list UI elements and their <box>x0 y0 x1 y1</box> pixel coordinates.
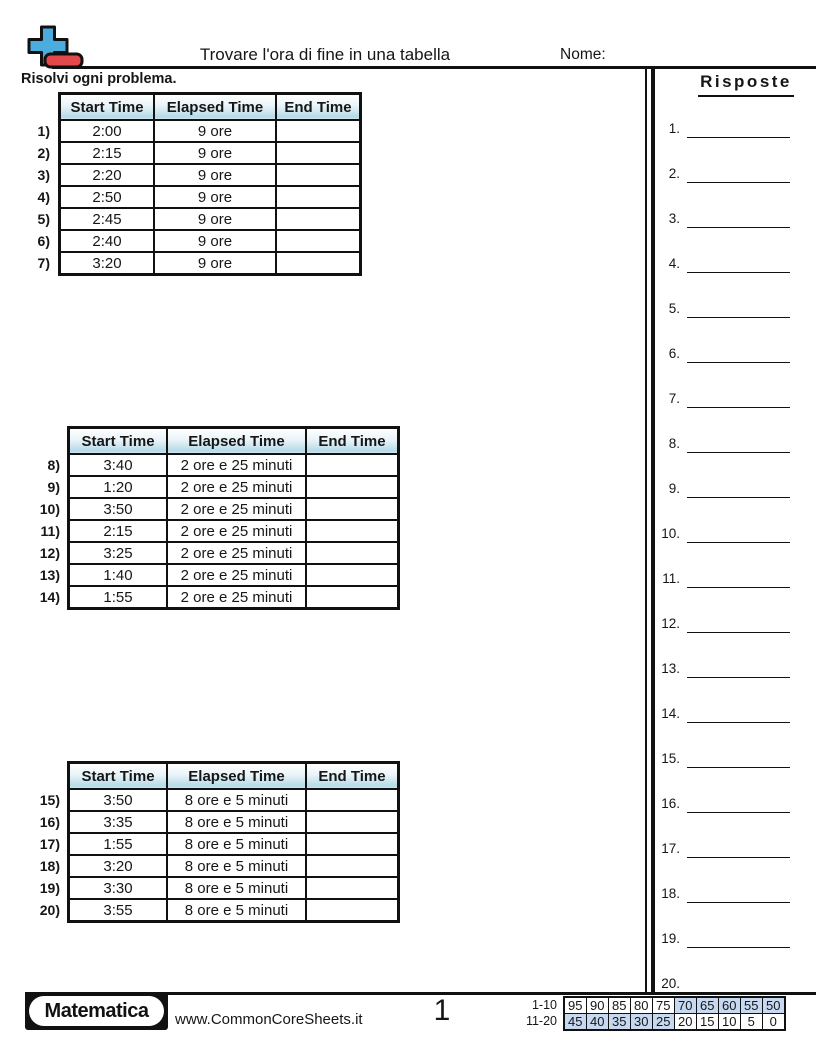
answer-number: 15. <box>661 751 680 766</box>
problem-number: 6) <box>37 233 50 249</box>
problems-table-1 <box>58 92 362 276</box>
answer-item <box>656 678 796 723</box>
answers-divider-rule <box>645 69 655 992</box>
answer-item <box>656 183 796 228</box>
answer-number: 10. <box>661 526 680 541</box>
score-cell: 85 <box>609 998 630 1013</box>
end-time-blank[interactable] <box>307 565 397 585</box>
column-header-elapsed-time: Elapsed Time <box>155 95 275 119</box>
problem-number: 16) <box>39 814 60 830</box>
end-time-blank[interactable] <box>307 499 397 519</box>
end-time-blank[interactable] <box>277 143 359 163</box>
elapsed-time-cell: 8 ore e 5 minuti <box>168 856 305 876</box>
problem-number: 17) <box>39 836 60 852</box>
column-header-end-time: End Time <box>277 95 359 119</box>
column-header-start-time: Start Time <box>61 95 153 119</box>
problem-number: 20) <box>39 902 60 918</box>
answer-item <box>656 813 796 858</box>
end-time-blank[interactable] <box>307 455 397 475</box>
problem-number: 2) <box>37 145 50 161</box>
column-header-elapsed-time: Elapsed Time <box>168 429 305 453</box>
start-time-cell: 3:40 <box>70 455 166 475</box>
end-time-blank[interactable] <box>277 187 359 207</box>
problem-number: 18) <box>39 858 60 874</box>
problem-number: 10) <box>39 501 60 517</box>
elapsed-time-cell: 2 ore e 25 minuti <box>168 587 305 607</box>
elapsed-time-cell: 8 ore e 5 minuti <box>168 834 305 854</box>
column-header-end-time: End Time <box>307 764 397 788</box>
elapsed-time-cell: 9 ore <box>155 121 275 141</box>
answer-number: 17. <box>661 841 680 856</box>
elapsed-time-cell: 9 ore <box>155 253 275 273</box>
end-time-blank[interactable] <box>307 790 397 810</box>
column-header-elapsed-time: Elapsed Time <box>168 764 305 788</box>
answer-item <box>656 453 796 498</box>
problem-numbers-table-2 <box>20 455 60 609</box>
column-header-start-time: Start Time <box>70 764 166 788</box>
answer-number: 3. <box>668 211 680 226</box>
name-label: Nome: <box>560 46 606 63</box>
problem-number: 15) <box>39 792 60 808</box>
score-cell: 20 <box>675 1014 696 1029</box>
elapsed-time-cell: 8 ore e 5 minuti <box>168 790 305 810</box>
score-cell: 65 <box>697 998 718 1013</box>
score-cell: 15 <box>697 1014 718 1029</box>
score-cell: 55 <box>741 998 762 1013</box>
answer-number: 4. <box>668 256 680 271</box>
answer-item <box>656 948 796 993</box>
answer-item <box>656 138 796 183</box>
end-time-blank[interactable] <box>307 878 397 898</box>
elapsed-time-cell: 9 ore <box>155 143 275 163</box>
answer-number: 11. <box>662 571 680 586</box>
elapsed-time-cell: 2 ore e 25 minuti <box>168 477 305 497</box>
elapsed-time-cell: 9 ore <box>155 209 275 229</box>
score-cell: 95 <box>565 998 586 1013</box>
start-time-cell: 2:50 <box>61 187 153 207</box>
score-cell: 70 <box>675 998 696 1013</box>
answer-item <box>656 318 796 363</box>
start-time-cell: 3:20 <box>61 253 153 273</box>
score-cell: 60 <box>719 998 740 1013</box>
elapsed-time-cell: 2 ore e 25 minuti <box>168 565 305 585</box>
answer-number: 14. <box>661 706 680 721</box>
problem-number: 4) <box>37 189 50 205</box>
problem-number: 7) <box>37 255 50 271</box>
end-time-blank[interactable] <box>307 856 397 876</box>
end-time-blank[interactable] <box>307 900 397 920</box>
end-time-blank[interactable] <box>307 834 397 854</box>
end-time-blank[interactable] <box>277 165 359 185</box>
elapsed-time-cell: 9 ore <box>155 165 275 185</box>
start-time-cell: 3:50 <box>70 499 166 519</box>
answer-number: 6. <box>668 346 680 361</box>
page-number: 1 <box>433 994 451 1027</box>
score-cell: 40 <box>587 1014 608 1029</box>
score-cell: 5 <box>741 1014 762 1029</box>
answer-item <box>656 858 796 903</box>
answer-number: 16. <box>661 796 680 811</box>
start-time-cell: 2:40 <box>61 231 153 251</box>
score-cell: 10 <box>719 1014 740 1029</box>
answer-item <box>656 408 796 453</box>
start-time-cell: 2:15 <box>61 143 153 163</box>
elapsed-time-cell: 9 ore <box>155 231 275 251</box>
problem-number: 12) <box>39 545 60 561</box>
start-time-cell: 1:40 <box>70 565 166 585</box>
end-time-blank[interactable] <box>307 477 397 497</box>
score-cell: 25 <box>653 1014 674 1029</box>
instruction-text: Risolvi ogni problema. <box>21 71 177 87</box>
problem-number: 14) <box>39 589 60 605</box>
header-rule <box>52 66 816 69</box>
answer-number: 13. <box>661 661 680 676</box>
score-row-label: 11-20 <box>525 1014 557 1028</box>
problem-number: 9) <box>47 479 60 495</box>
problem-number: 11) <box>40 523 60 539</box>
start-time-cell: 2:00 <box>61 121 153 141</box>
website-url: www.CommonCoreSheets.it <box>175 1011 363 1028</box>
start-time-cell: 2:15 <box>70 521 166 541</box>
start-time-cell: 1:55 <box>70 834 166 854</box>
start-time-cell: 3:50 <box>70 790 166 810</box>
start-time-cell: 1:55 <box>70 587 166 607</box>
answer-number: 18. <box>661 886 680 901</box>
score-table <box>563 996 786 1031</box>
end-time-blank[interactable] <box>307 521 397 541</box>
answers-list <box>656 93 796 993</box>
answer-item <box>656 723 796 768</box>
end-time-blank[interactable] <box>277 209 359 229</box>
answer-item <box>656 633 796 678</box>
answer-number: 12. <box>661 616 680 631</box>
answer-number: 9. <box>668 481 680 496</box>
end-time-blank[interactable] <box>307 543 397 563</box>
column-header-start-time: Start Time <box>70 429 166 453</box>
answer-number: 1. <box>668 121 680 136</box>
answer-number: 20. <box>661 976 680 991</box>
start-time-cell: 3:25 <box>70 543 166 563</box>
end-time-blank[interactable] <box>307 812 397 832</box>
score-cell: 50 <box>763 998 784 1013</box>
answer-item <box>656 543 796 588</box>
elapsed-time-cell: 9 ore <box>155 187 275 207</box>
problem-numbers-table-3 <box>20 790 60 922</box>
elapsed-time-cell: 2 ore e 25 minuti <box>168 521 305 541</box>
answer-item <box>656 228 796 273</box>
answer-number: 5. <box>668 301 680 316</box>
answer-item <box>656 363 796 408</box>
elapsed-time-cell: 2 ore e 25 minuti <box>168 543 305 563</box>
page-title: Trovare l'ora di fine in una tabella <box>199 45 451 64</box>
problem-numbers-table-1 <box>20 121 50 275</box>
elapsed-time-cell: 8 ore e 5 minuti <box>168 878 305 898</box>
start-time-cell: 2:20 <box>61 165 153 185</box>
score-cell: 0 <box>763 1014 784 1029</box>
start-time-cell: 1:20 <box>70 477 166 497</box>
answer-item <box>656 768 796 813</box>
answers-title: Risposte <box>676 72 816 97</box>
answer-number: 8. <box>668 436 680 451</box>
score-cell: 80 <box>631 998 652 1013</box>
problem-number: 3) <box>37 167 50 183</box>
problem-number: 8) <box>47 457 60 473</box>
answer-item <box>656 273 796 318</box>
start-time-cell: 3:35 <box>70 812 166 832</box>
elapsed-time-cell: 2 ore e 25 minuti <box>168 455 305 475</box>
answer-item <box>656 498 796 543</box>
score-row-label: 1-10 <box>531 998 557 1012</box>
end-time-blank[interactable] <box>277 121 359 141</box>
score-cell: 30 <box>631 1014 652 1029</box>
answer-number: 2. <box>668 166 680 181</box>
problems-table-3 <box>67 761 400 923</box>
score-cell: 75 <box>653 998 674 1013</box>
start-time-cell: 3:20 <box>70 856 166 876</box>
score-cell: 35 <box>609 1014 630 1029</box>
problem-number: 13) <box>39 567 60 583</box>
start-time-cell: 3:30 <box>70 878 166 898</box>
answer-item <box>656 903 796 948</box>
elapsed-time-cell: 2 ore e 25 minuti <box>168 499 305 519</box>
start-time-cell: 3:55 <box>70 900 166 920</box>
answer-item <box>656 588 796 633</box>
brand-logo <box>25 992 168 1030</box>
start-time-cell: 2:45 <box>61 209 153 229</box>
end-time-blank[interactable] <box>277 253 359 273</box>
problem-number: 5) <box>37 211 50 227</box>
score-cell: 45 <box>565 1014 586 1029</box>
answer-number: 7. <box>668 391 680 406</box>
problem-number: 19) <box>39 880 60 896</box>
answer-item <box>656 93 796 138</box>
answer-number: 19. <box>661 931 680 946</box>
score-cell: 90 <box>587 998 608 1013</box>
end-time-blank[interactable] <box>277 231 359 251</box>
end-time-blank[interactable] <box>307 587 397 607</box>
problem-number: 1) <box>37 123 50 139</box>
brand-label: Matematica <box>29 996 164 1026</box>
problems-table-2 <box>67 426 400 610</box>
elapsed-time-cell: 8 ore e 5 minuti <box>168 812 305 832</box>
elapsed-time-cell: 8 ore e 5 minuti <box>168 900 305 920</box>
column-header-end-time: End Time <box>307 429 397 453</box>
